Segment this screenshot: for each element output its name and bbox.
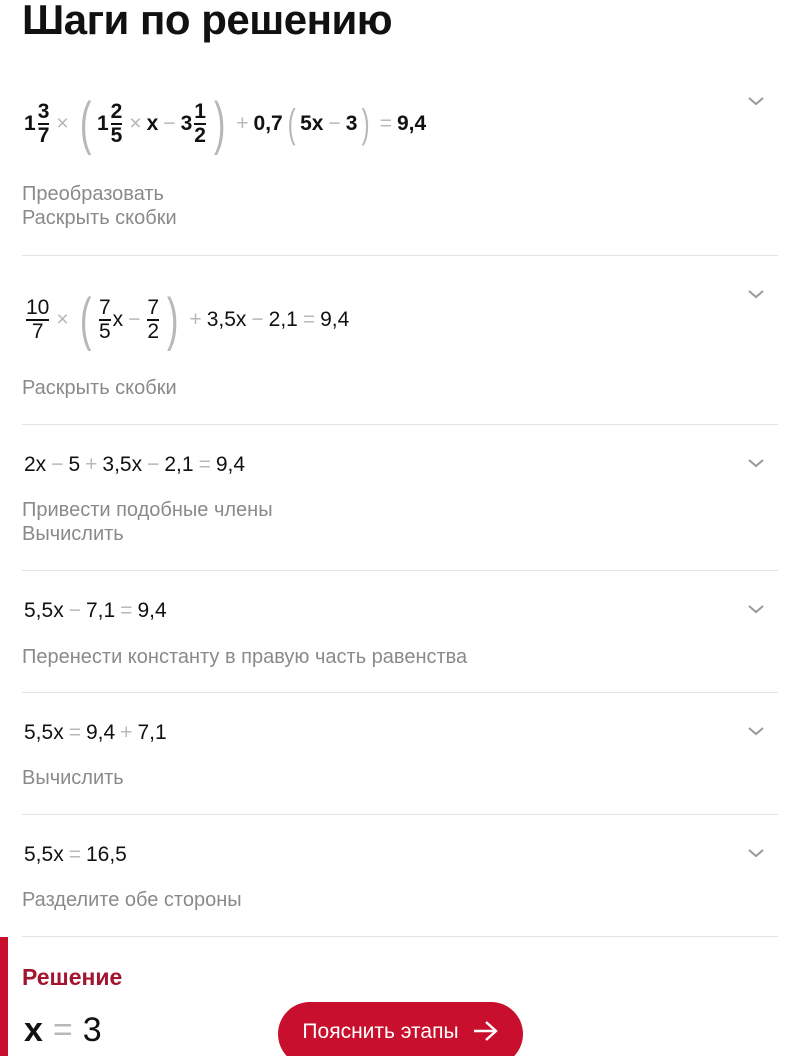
step-equation: 2x − 5 + 3,5x − 2,1 = 9,4 xyxy=(24,453,246,476)
step-description: Раскрыть скобки xyxy=(22,377,177,399)
chevron-down-icon[interactable] xyxy=(746,284,766,304)
step-equation: 5,5x = 9,4 + 7,1 xyxy=(24,721,167,744)
step-6[interactable] xyxy=(22,815,778,937)
step-equation: 5,5x = 16,5 xyxy=(24,843,127,866)
solution-label: Решение xyxy=(22,964,123,990)
paren-open: ( xyxy=(79,91,92,156)
chevron-down-icon[interactable] xyxy=(746,721,766,741)
chevron-down-icon[interactable] xyxy=(746,91,766,111)
explain-steps-button[interactable]: Пояснить этапы xyxy=(278,1002,523,1056)
paren-close: ) xyxy=(362,102,371,146)
paren-open: ( xyxy=(287,102,296,146)
step-equation: 1 $\frac{3}{7}$ × ( 1 $\frac{2}{5}$ × x − 3 $\frac{1}{2}$ ) + 0,7 ( 5x − 3 ) = 9,4 xyxy=(24,91,427,156)
step-description: Вычислить xyxy=(22,767,124,789)
step-description: Преобразовать Раскрыть скобки xyxy=(22,183,177,229)
chevron-down-icon[interactable] xyxy=(746,843,766,863)
fraction: $\frac{1}{2}$ xyxy=(194,100,206,147)
page-title: Шаги по решению xyxy=(22,0,393,43)
step-equation: 5,5x − 7,1 = 9,4 xyxy=(24,599,167,622)
step-4[interactable] xyxy=(22,571,778,693)
solution-value: x = 3 xyxy=(24,1011,102,1049)
paren-close: ) xyxy=(213,91,226,156)
solution-accent-bar xyxy=(0,937,8,1056)
mixed-number: 3 $\frac{1}{2}$ xyxy=(180,100,206,147)
fraction: $\frac{10}{7}$ xyxy=(26,296,50,343)
step-3[interactable] xyxy=(22,425,778,571)
mixed-number: 1 $\frac{2}{5}$ xyxy=(96,100,123,147)
chevron-down-icon[interactable] xyxy=(746,599,766,619)
mixed-number: 1 $\frac{3}{7}$ xyxy=(24,100,50,147)
step-equation: $\frac{10}{7}$ × ( $\frac{7}{5}$ x − $\frac{7}{2}$ ) + 3,5x − 2,1 = 9,4 xyxy=(26,287,350,352)
step-description: Перенести константу в правую часть равенства xyxy=(22,646,468,668)
chevron-down-icon[interactable] xyxy=(746,453,766,473)
step-5[interactable] xyxy=(22,693,778,815)
paren-close: ) xyxy=(166,287,179,352)
paren-open: ( xyxy=(79,287,92,352)
step-1[interactable] xyxy=(22,64,778,256)
arrow-right-icon xyxy=(473,1020,499,1042)
step-description: Разделите обе стороны xyxy=(22,889,242,911)
fraction: $\frac{2}{5}$ xyxy=(110,100,123,147)
fraction: $\frac{7}{5}$ xyxy=(98,296,111,343)
step-2[interactable] xyxy=(22,256,778,425)
step-description: Привести подобные члены Вычислить xyxy=(22,499,273,545)
fraction: $\frac{3}{7}$ xyxy=(37,100,50,147)
fraction: $\frac{7}{2}$ xyxy=(147,296,160,343)
